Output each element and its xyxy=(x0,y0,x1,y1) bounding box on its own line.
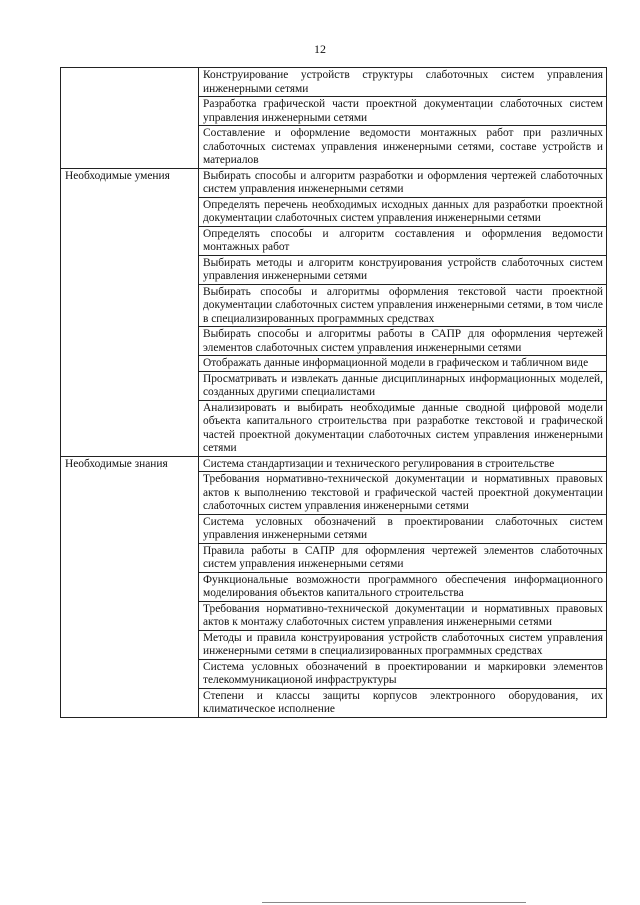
requirement-text: Разработка графической части проектной документации слаботочных систем управления инженерными сетями xyxy=(199,97,607,126)
requirement-text: Требования нормативно-технической документации и нормативных правовых актов к монтажу слаботочных систем управления инженерными сетями xyxy=(199,601,607,630)
requirement-text: Выбирать способы и алгоритм разработки и оформления чертежей слаботочных систем управления инженерными сетями xyxy=(199,168,607,197)
section-label: Необходимые умения xyxy=(61,168,199,456)
requirements-table xyxy=(60,67,607,718)
requirement-text: Выбирать способы и алгоритмы работы в САПР для оформления чертежей элементов слаботочных систем управления инженерными сетями xyxy=(199,327,607,356)
requirement-text: Выбирать способы и алгоритмы оформления текстовой части проектной документации слаботочных систем управления инженерными сетями, в том числе в специализированных программных средствах xyxy=(199,284,607,327)
requirement-text: Составление и оформление ведомости монтажных работ при различных слаботочных системах управления инженерными сетями, составе устройств и материалов xyxy=(199,126,607,169)
requirement-text: Конструирование устройств структуры слаботочных систем управления инженерными сетями xyxy=(199,68,607,97)
section-label xyxy=(61,68,199,169)
requirement-text: Функциональные возможности программного обеспечения информационного моделирования объектов капитального строительства xyxy=(199,572,607,601)
page-number: 12 xyxy=(314,42,326,56)
requirement-text: Система стандартизации и технического регулирования в строительстве xyxy=(199,456,607,472)
requirement-text: Требования нормативно-технической документации и нормативных правовых актов к выполнению текстовой и графической частей проектной документации слаботочных систем управления инженерными сетями xyxy=(199,472,607,515)
table-row xyxy=(61,68,607,97)
requirement-text: Определять перечень необходимых исходных данных для разработки проектной документации слаботочных систем управления инженерными сетями xyxy=(199,197,607,226)
requirement-text: Определять способы и алгоритм составления и оформления ведомости монтажных работ xyxy=(199,226,607,255)
requirement-text: Просматривать и извлекать данные дисциплинарных информационных моделей, созданных другими специалистами xyxy=(199,371,607,400)
section-label: Необходимые знания xyxy=(61,456,199,717)
requirement-text: Выбирать методы и алгоритм конструирования устройств слаботочных систем управления инженерными сетями xyxy=(199,255,607,284)
requirement-text: Отображать данные информационной модели в графическом и табличном виде xyxy=(199,356,607,372)
requirement-text: Система условных обозначений в проектировании и маркировки элементов телекоммуникационой инфраструктуры xyxy=(199,659,607,688)
table-row xyxy=(61,168,607,197)
requirement-text: Анализировать и выбирать необходимые данные сводной цифровой модели объекта капитального строительства при разработке текстовой и графической частей проектной документации слаботочных систем управления инженерными сетями xyxy=(199,400,607,456)
table-body xyxy=(61,68,607,718)
table-row xyxy=(61,456,607,472)
requirement-text: Правила работы в САПР для оформления чертежей элементов слаботочных систем управления инженерными сетями xyxy=(199,543,607,572)
requirement-text: Степени и классы защиты корпусов электронного оборудования, их климатическое исполнение xyxy=(199,688,607,717)
requirement-text: Методы и правила конструирования устройств слаботочных систем управления инженерными сетями в специализированных программных средствах xyxy=(199,630,607,659)
requirement-text: Система условных обозначений в проектировании слаботочных систем управления инженерными сетями xyxy=(199,514,607,543)
bottom-divider xyxy=(262,902,526,903)
